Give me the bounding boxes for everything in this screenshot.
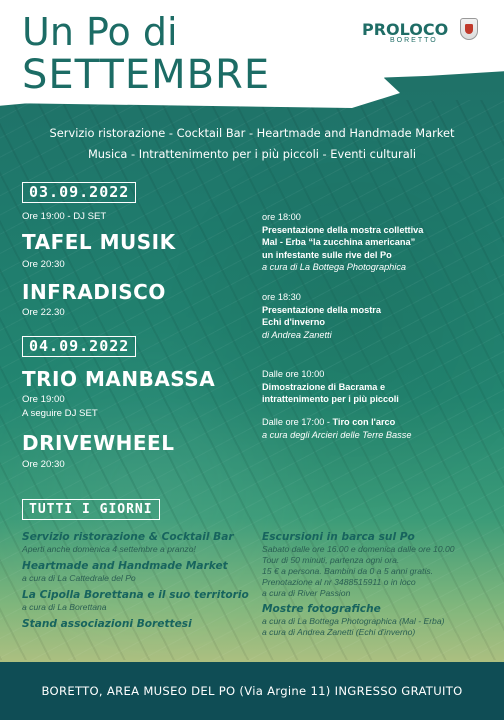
band-name: DRIVEWHEEL bbox=[22, 431, 175, 455]
tutti-i-giorni-badge: TUTTI I GIORNI bbox=[22, 499, 160, 520]
band-time: Ore 22.30 bbox=[22, 307, 65, 318]
proloco-logo bbox=[362, 20, 448, 44]
event-title: Dimostrazione di Bacrama e bbox=[262, 381, 386, 392]
band-extra: A seguire DJ SET bbox=[22, 408, 98, 419]
daily-item-heading: Servizio ristorazione & Cocktail Bar bbox=[22, 531, 234, 543]
daily-item-sub: a cura di La Cattedrale del Po bbox=[22, 573, 136, 583]
daily-item-sub: Prenotazione al nr 3488515911 o in loco bbox=[262, 577, 416, 587]
logo-sub: BORETTO bbox=[390, 37, 438, 44]
band-time: Ore 20:30 bbox=[22, 259, 65, 270]
date-badge-day1: 03.09.2022 bbox=[22, 182, 136, 203]
daily-item-heading: Mostre fotografiche bbox=[262, 603, 381, 615]
services-line-2: Musica - Intrattenimento per i più piccoli - Eventi culturali bbox=[87, 147, 417, 161]
event-time: Dalle ore 17:00 - bbox=[262, 417, 333, 427]
event-title: Mal - Erba “la zucchina americana” bbox=[262, 237, 416, 247]
daily-item-heading: Stand associazioni Borettesi bbox=[22, 618, 192, 630]
event-title: intrattenimento per i più piccoli bbox=[262, 394, 399, 404]
event-credit: a cura di La Bottega Photographica bbox=[262, 262, 407, 272]
daily-right-column bbox=[262, 531, 502, 638]
band-name: TRIO MANBASSA bbox=[22, 367, 216, 391]
daily-item-sub: Sabato dalle ore 16.00 e domenica dalle ore 10.00 bbox=[262, 544, 455, 554]
daily-item-sub: a cura di La Bottega Photographica (Mal - Erba) bbox=[262, 616, 445, 626]
band-time: Ore 19:00 bbox=[22, 394, 65, 405]
event-title: Presentazione della mostra bbox=[262, 304, 381, 315]
title-line-2: SETTEMBRE bbox=[22, 52, 271, 98]
event-time: Dalle ore 10:00 bbox=[262, 369, 325, 379]
event-title: Tiro con l'arco bbox=[332, 417, 396, 427]
event-time-line bbox=[262, 416, 411, 429]
event-block bbox=[262, 368, 399, 406]
event-time: ore 18:00 bbox=[262, 212, 301, 222]
footer-venue-bar: BORETTO, AREA MUSEO DEL PO (Via Argine 11) INGRESSO GRATUITO bbox=[0, 662, 504, 720]
event-title: Presentazione della mostra collettiva bbox=[262, 224, 424, 235]
date-badge-day2: 04.09.2022 bbox=[22, 336, 136, 357]
daily-item-heading: Escursioni in barca sul Po bbox=[262, 531, 415, 543]
daily-item-sub: 15 € a persona. Bambini da 0 a 5 anni gratis. bbox=[262, 566, 434, 576]
band-time: Ore 20:30 bbox=[22, 459, 65, 470]
event-block bbox=[262, 416, 411, 441]
event-credit: a cura degli Arcieri delle Terre Basse bbox=[262, 429, 412, 440]
band-name: INFRADISCO bbox=[22, 280, 166, 304]
event-time: ore 18:30 bbox=[262, 292, 301, 302]
event-title: Echi d'inverno bbox=[262, 317, 325, 327]
event-title: un infestante sulle rive del Po bbox=[262, 249, 392, 260]
daily-item-sub: a cura di La Borettana bbox=[22, 602, 107, 612]
event-block bbox=[262, 291, 381, 341]
daily-left-column bbox=[22, 531, 262, 631]
logo-main: PROLOCO bbox=[362, 20, 449, 39]
daily-item-sub: a cura di River Passion bbox=[262, 588, 351, 598]
event-block bbox=[262, 211, 423, 274]
daily-item-sub: Aperti anche domenica 4 settembre a pranzo! bbox=[22, 544, 196, 554]
event-credit: di Andrea Zanetti bbox=[262, 329, 332, 340]
daily-item-heading: Heartmade and Handmade Market bbox=[22, 560, 228, 572]
band-name: TAFEL MUSIK bbox=[22, 230, 176, 254]
dj-set-intro: Ore 19:00 - DJ SET bbox=[22, 211, 107, 222]
daily-item-sub: Tour di 50 minuti, partenza ogni ora. bbox=[262, 555, 400, 565]
daily-item-heading: La Cipolla Borettana e il suo territorio bbox=[22, 589, 249, 601]
municipal-crest-icon bbox=[460, 18, 478, 40]
daily-item-sub: a cura di Andrea Zanetti (Echi d'inverno) bbox=[262, 627, 416, 637]
title-line-1: Un Po di bbox=[22, 10, 178, 54]
services-line-1: Servizio ristorazione - Cocktail Bar - Heartmade and Handmade Market bbox=[49, 126, 455, 140]
